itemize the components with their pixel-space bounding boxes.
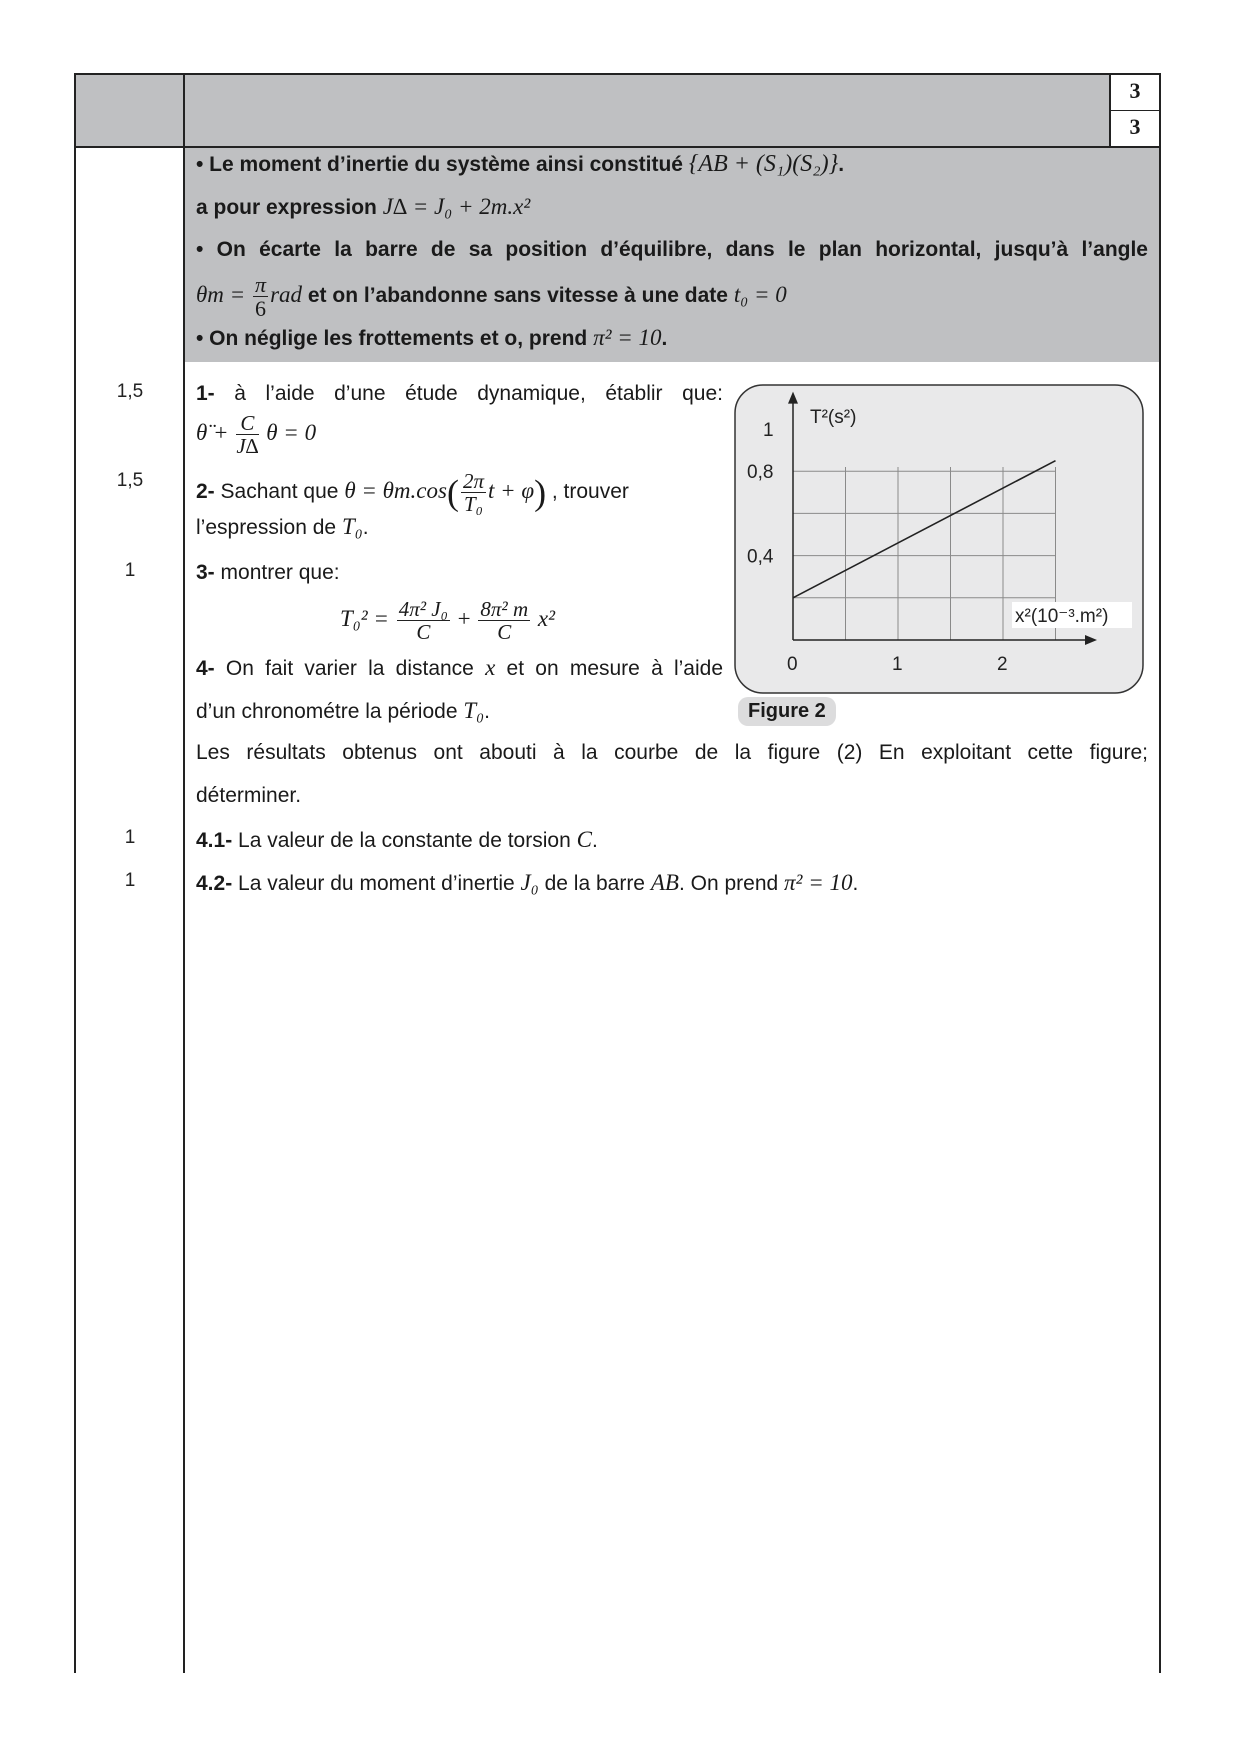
x-tick-label: 0 bbox=[787, 654, 798, 675]
t0-denominator: T₀ bbox=[463, 492, 483, 517]
q42-label: 4.2- bbox=[196, 872, 233, 895]
q1-formula-lhs: θ̈ + bbox=[196, 419, 229, 445]
q2-text: Sachant que bbox=[220, 479, 339, 503]
intro-line-1 bbox=[196, 151, 844, 178]
points-q2: 1,5 bbox=[116, 470, 144, 491]
question-4 bbox=[196, 655, 723, 681]
q42-end: . bbox=[852, 872, 859, 895]
q3-numerator-1: 4π² J₀ bbox=[398, 597, 448, 621]
q1-label: 1- bbox=[196, 382, 215, 405]
header-band bbox=[75, 74, 1160, 147]
q3-fraction-2 bbox=[478, 598, 530, 643]
six-denominator: 6 bbox=[255, 296, 267, 322]
q3-numerator-2: 8π² m bbox=[480, 597, 529, 621]
x-tick-label: 2 bbox=[997, 654, 1008, 675]
frame-top bbox=[75, 73, 1160, 75]
intro-line-1-end: . bbox=[838, 153, 845, 176]
q2-line2-end: . bbox=[362, 516, 369, 539]
points-q42: 1 bbox=[124, 870, 136, 891]
y-tick-label: 1 bbox=[763, 420, 774, 441]
pi-over-6-fraction bbox=[253, 273, 268, 320]
q1-formula bbox=[196, 412, 316, 457]
intro-line-3 bbox=[196, 238, 1148, 262]
q42-ab: AB bbox=[650, 870, 679, 895]
q2-t0: T₀ bbox=[341, 514, 363, 539]
points-q1: 1,5 bbox=[116, 381, 144, 402]
question-4-1 bbox=[196, 827, 598, 853]
q2-formula: θ = θm.cos( $\frac{2\pi}{\text{T₀}}$ t + φ) bbox=[344, 469, 547, 517]
q2-formula-lhs: θ = θm.cos bbox=[344, 477, 447, 503]
q41-end: . bbox=[591, 829, 598, 852]
pi-numerator: π bbox=[255, 272, 267, 297]
q3-text: montrer que: bbox=[220, 561, 340, 584]
q41-c: C bbox=[576, 827, 592, 852]
pi-squared-formula: π² = 10 bbox=[593, 325, 662, 350]
q4-text: On fait varier la distance bbox=[225, 657, 474, 680]
q3-fraction-1 bbox=[397, 598, 450, 643]
q41-text: La valeur de la constante de torsion bbox=[238, 829, 571, 852]
q42-text-3: . On prend bbox=[678, 872, 779, 895]
two-pi-over-t0-fraction bbox=[461, 470, 486, 515]
q3-tail: x² bbox=[537, 605, 555, 631]
q3-lhs: T₀² = bbox=[340, 605, 389, 631]
q42-text: La valeur du moment d’inertie bbox=[238, 872, 515, 895]
q42-text-2: de la barre bbox=[544, 872, 645, 895]
points-q41: 1 bbox=[124, 827, 136, 848]
question-2 bbox=[196, 470, 629, 515]
intro-line-5-end: . bbox=[661, 327, 668, 350]
two-pi-numerator: 2π bbox=[462, 469, 484, 493]
intro-line-4-text: et on l’abandonne sans vitesse à une date bbox=[307, 284, 728, 308]
q42-pi-squared: π² = 10 bbox=[784, 870, 853, 895]
q1-text: à l’aide d’une étude dynamique, établir que: bbox=[234, 382, 723, 405]
system-formula: {AB + (S₁)(S₂)} bbox=[688, 151, 839, 177]
q2-formula-rhs: t + φ bbox=[487, 477, 535, 503]
y-tick-label: 0,8 bbox=[747, 462, 774, 484]
y-tick-label: 0,4 bbox=[747, 546, 774, 568]
q3-denominator-2: C bbox=[497, 620, 512, 645]
intro-line-1-text: • Le moment d’inertie du système ainsi constitué bbox=[196, 153, 683, 176]
theta-m-lhs: θm = bbox=[196, 282, 246, 308]
q4-text-2: et on mesure à l’aide bbox=[506, 657, 723, 680]
intro-line-5 bbox=[196, 325, 667, 351]
q4-variable-x: x bbox=[485, 655, 496, 680]
q1-formula-rhs: θ = 0 bbox=[266, 419, 317, 445]
page-number: 3 bbox=[1129, 78, 1141, 103]
figure-caption: Figure 2 bbox=[738, 697, 836, 726]
q2-text-end: , trouver bbox=[551, 479, 629, 503]
q41-label: 4.1- bbox=[196, 829, 233, 852]
total-pages: 3 bbox=[1129, 114, 1141, 139]
q2-line2-text: l’espression de bbox=[196, 516, 337, 539]
c-over-j-fraction bbox=[236, 412, 258, 457]
c-numerator: C bbox=[236, 412, 258, 435]
question-1 bbox=[196, 382, 723, 406]
intro-line-3-text: • On écarte la barre de sa position d’équilibre, dans le plan horizontal, jusqu’à l’angle bbox=[196, 238, 1148, 261]
q3-label: 3- bbox=[196, 561, 215, 584]
frame-right bbox=[1159, 73, 1161, 1673]
points-q3: 1 bbox=[124, 560, 136, 581]
figure-2-chart bbox=[730, 380, 1150, 700]
question-4-line-2 bbox=[196, 698, 490, 724]
intro-line-2-text: a pour expression bbox=[196, 196, 377, 219]
q4-t0: T₀ bbox=[463, 698, 485, 723]
x-tick-label: 1 bbox=[892, 654, 903, 675]
question-3 bbox=[196, 561, 340, 585]
q4-label: 4- bbox=[196, 657, 215, 680]
chart-panel bbox=[735, 385, 1143, 693]
results-line-2: déterminer. bbox=[196, 784, 302, 807]
q3-formula bbox=[340, 598, 555, 643]
intro-line-5-text: • On néglige les frottements et o, prend bbox=[196, 327, 588, 350]
intro-line-2 bbox=[196, 194, 530, 220]
rad-unit: rad bbox=[270, 282, 303, 308]
q3-denominator-1: C bbox=[416, 620, 431, 645]
question-4-2 bbox=[196, 870, 858, 896]
t0-formula: t₀ = 0 bbox=[733, 282, 787, 308]
q42-j0: J₀ bbox=[520, 870, 539, 895]
q3-plus: + bbox=[457, 605, 471, 631]
q4-line2-text: d’un chronométre la période bbox=[196, 700, 458, 723]
page-box-mid bbox=[1110, 110, 1160, 111]
x-axis-label: x²(10⁻³.m²) bbox=[1015, 606, 1109, 627]
results-line-1-text: Les résultats obtenus ont abouti à la courbe de la figure (2) En exploitant cette figure; bbox=[196, 741, 1148, 764]
q2-label: 2- bbox=[196, 479, 215, 503]
inertia-formula: J∆ = J₀ + 2m.x² bbox=[382, 194, 531, 219]
question-2-line-2 bbox=[196, 514, 369, 540]
results-line-1 bbox=[196, 741, 1148, 765]
j-delta-denominator: J∆ bbox=[236, 434, 259, 459]
q4-line2-end: . bbox=[484, 700, 490, 723]
intro-line-4 bbox=[196, 273, 787, 320]
y-axis-label: T²(s²) bbox=[810, 407, 857, 428]
